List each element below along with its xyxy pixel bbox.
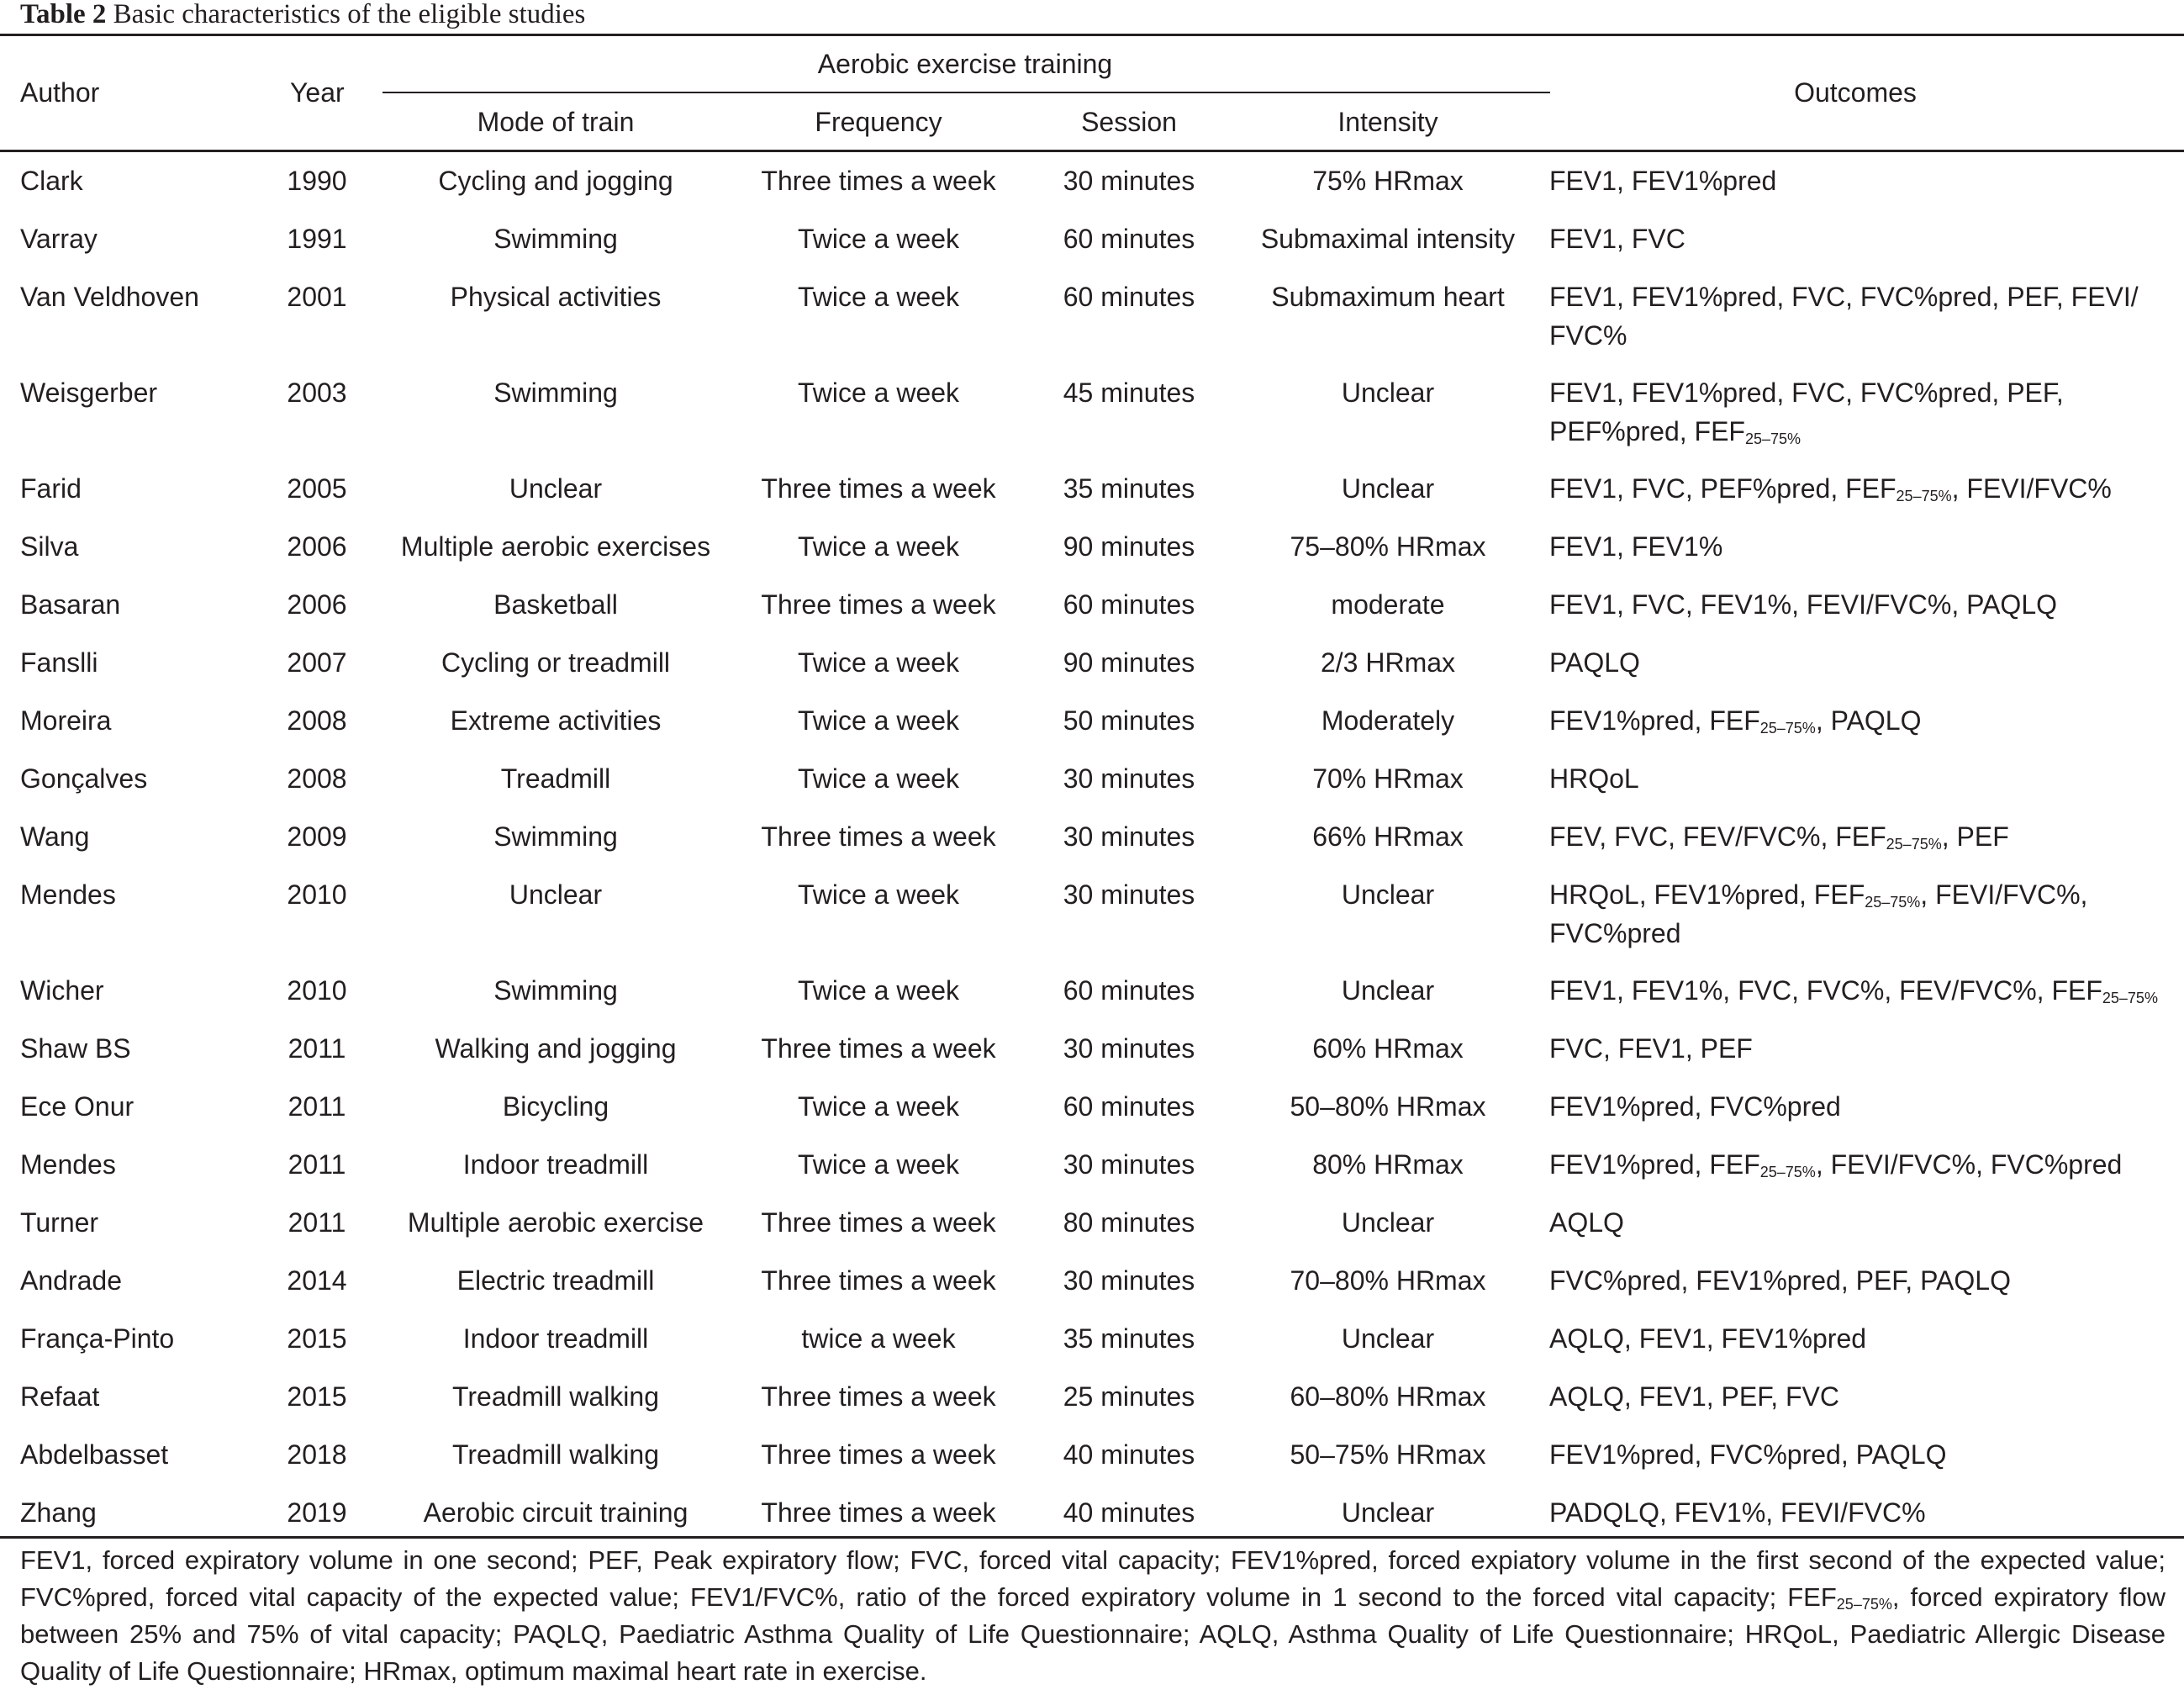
cell-intensity: Unclear — [1341, 1323, 1435, 1354]
cell-mode: Bicycling — [502, 1091, 609, 1122]
cell-frequency: Three times a week — [761, 1497, 996, 1528]
cell-mode: Electric treadmill — [456, 1265, 655, 1296]
cell-intensity: 75–80% HRmax — [1290, 531, 1486, 562]
cell-intensity: Unclear — [1341, 1207, 1435, 1238]
cell-author: Zhang — [20, 1497, 97, 1528]
header-author: Author — [20, 77, 100, 108]
cell-author: Silva — [20, 531, 79, 562]
cell-session: 60 minutes — [1063, 224, 1195, 254]
cell-author: Varray — [20, 224, 98, 254]
cell-mode: Indoor treadmill — [462, 1149, 649, 1180]
cell-session: 60 minutes — [1063, 1091, 1195, 1122]
cell-outcomes: FEV1, FVC — [1549, 224, 1685, 254]
cell-session: 30 minutes — [1063, 1033, 1195, 1064]
cell-author: Abdelbasset — [20, 1439, 169, 1470]
cell-session: 60 minutes — [1063, 975, 1195, 1006]
cell-year: 1990 — [287, 166, 347, 196]
cell-outcomes: FEV1, FEV1%pred — [1549, 166, 1777, 196]
cell-author: Gonçalves — [20, 763, 148, 794]
cell-session: 30 minutes — [1063, 1265, 1195, 1296]
cell-session: 30 minutes — [1063, 879, 1195, 910]
cell-year: 2015 — [287, 1381, 347, 1412]
cell-intensity: 70% HRmax — [1312, 763, 1464, 794]
cell-outcomes: AQLQ — [1549, 1207, 1624, 1238]
header-intensity: Intensity — [1337, 107, 1438, 137]
cell-mode: Cycling or treadmill — [440, 647, 671, 678]
cell-year: 2011 — [288, 1207, 346, 1238]
cell-author: Mendes — [20, 879, 116, 910]
cell-mode: Treadmill walking — [452, 1381, 659, 1412]
cell-session: 40 minutes — [1063, 1497, 1195, 1528]
cell-author: França-Pinto — [20, 1323, 175, 1354]
cell-intensity: 66% HRmax — [1312, 821, 1464, 852]
cell-intensity: 50–75% HRmax — [1290, 1439, 1486, 1470]
cell-mode: Extreme activities — [450, 705, 662, 736]
cell-intensity: 50–80% HRmax — [1290, 1091, 1486, 1122]
cell-mode: Basketball — [493, 589, 618, 620]
cell-mode: Treadmill walking — [452, 1439, 659, 1470]
cell-mode: Aerobic circuit training — [423, 1497, 688, 1528]
cell-author: Clark — [20, 166, 83, 196]
cell-mode: Multiple aerobic exercise — [407, 1207, 704, 1238]
cell-outcomes: PADQLQ, FEV1%, FEVI/FVC% — [1549, 1497, 1926, 1528]
cell-intensity: moderate — [1331, 589, 1445, 620]
cell-year: 2015 — [287, 1323, 347, 1354]
cell-frequency: Three times a week — [761, 1265, 996, 1296]
cell-frequency: Three times a week — [761, 589, 996, 620]
header-outcomes: Outcomes — [1794, 77, 1917, 108]
top-rule — [0, 34, 2184, 36]
cell-intensity: Unclear — [1341, 975, 1435, 1006]
cell-outcomes: FVC, FEV1, PEF — [1549, 1033, 1753, 1064]
footnote-text: FEV1, forced expiratory volume in one second; PEF, Peak expiratory flow; FVC, forced vital capacity; FEV1%pred, forced expiatory volume in the first second of the expected value; FVC%pred, forced vital capacity of the expected value; FEV1/FVC%, ratio of the forced expiratory volume in 1 second to the forced vital capacity; $FEF_{25-75\%}$, forced expiratory flow between 25% and 75% of vital capacity; PAQLQ, Paediatric Asthma Quality of Life Questionnaire; AQLQ, Asthma Quality of Life Questionnaire; HRQoL, Paediatric Allergic Disease Quality of Life Questionnaire; HRmax, optimum maximal heart rate in exercise. — [20, 1545, 2166, 1686]
cell-session: 40 minutes — [1063, 1439, 1195, 1470]
cell-intensity: 2/3 HRmax — [1320, 647, 1456, 678]
table-caption-text: Basic characteristics of the eligible studies — [113, 0, 586, 29]
cell-outcomes: FEV1, FVC, FEV1%, FEVI/FVC%, PAQLQ — [1549, 589, 2057, 620]
table-caption-label: Table 2 — [20, 0, 107, 29]
cell-mode: Unclear — [509, 473, 603, 504]
cell-session: 60 minutes — [1063, 282, 1195, 312]
cell-year: 2006 — [287, 589, 347, 620]
bottom-rule — [0, 1536, 2184, 1539]
cell-year: 2010 — [287, 975, 347, 1006]
cell-mode: Unclear — [509, 879, 603, 910]
cell-year: 2014 — [287, 1265, 347, 1296]
cell-session: 50 minutes — [1063, 705, 1195, 736]
cell-session: 45 minutes — [1063, 378, 1195, 408]
cell-author: Wang — [20, 821, 90, 852]
cell-session: 90 minutes — [1063, 531, 1195, 562]
cell-frequency: Twice a week — [797, 879, 960, 910]
cell-frequency: Twice a week — [797, 531, 960, 562]
cell-session: 60 minutes — [1063, 589, 1195, 620]
cell-outcomes: FVC%pred, FEV1%pred, PEF, PAQLQ — [1549, 1265, 2011, 1296]
cell-session: 30 minutes — [1063, 1149, 1195, 1180]
cell-session: 30 minutes — [1063, 166, 1195, 196]
header-session: Session — [1081, 107, 1177, 137]
table-footnote — [20, 1542, 2166, 1690]
cell-frequency: Three times a week — [761, 1381, 996, 1412]
header-rule — [0, 150, 2184, 152]
cell-year: 2011 — [288, 1033, 346, 1064]
cell-year: 2019 — [287, 1497, 347, 1528]
table-caption — [20, 0, 585, 32]
cell-outcomes: FEV1%pred, $FEF_{25-75\%}$, PAQLQ — [1549, 705, 1922, 737]
cell-intensity: Unclear — [1341, 1497, 1435, 1528]
cell-intensity: Submaximum heart — [1271, 282, 1505, 312]
cell-author: Mendes — [20, 1149, 116, 1180]
cell-session: 25 minutes — [1063, 1381, 1195, 1412]
cell-session: 30 minutes — [1063, 763, 1195, 794]
cell-frequency: Twice a week — [797, 705, 960, 736]
cell-author: Weisgerber — [20, 378, 158, 408]
cell-author: Fanslli — [20, 647, 98, 678]
cell-session: 35 minutes — [1063, 1323, 1195, 1354]
header-frequency: Frequency — [815, 107, 942, 137]
cell-year: 1991 — [287, 224, 347, 254]
cell-frequency: Three times a week — [761, 821, 996, 852]
cell-mode: Physical activities — [450, 282, 662, 312]
cell-outcomes: HRQoL, FEV1%pred, $FEF_{25-75\%}$, FEVI/FVC%, FVC%pred — [1549, 879, 2088, 948]
cell-intensity: Unclear — [1341, 879, 1435, 910]
cell-year: 2006 — [287, 531, 347, 562]
cell-author: Andrade — [20, 1265, 122, 1296]
cell-frequency: Twice a week — [797, 378, 960, 408]
cell-author: Basaran — [20, 589, 121, 620]
cell-author: Ece Onur — [20, 1091, 135, 1122]
cell-mode: Swimming — [493, 378, 618, 408]
cell-session: 90 minutes — [1063, 647, 1195, 678]
cell-intensity: 60% HRmax — [1312, 1033, 1464, 1064]
cell-year: 2005 — [287, 473, 347, 504]
group-header-rule — [382, 92, 1550, 93]
cell-frequency: Three times a week — [761, 166, 996, 196]
cell-frequency: Twice a week — [797, 282, 960, 312]
cell-frequency: twice a week — [801, 1323, 956, 1354]
cell-author: Refaat — [20, 1381, 100, 1412]
cell-intensity: 60–80% HRmax — [1290, 1381, 1486, 1412]
cell-frequency: Twice a week — [797, 1149, 960, 1180]
cell-mode: Swimming — [493, 975, 618, 1006]
cell-year: 2018 — [287, 1439, 347, 1470]
cell-author: Farid — [20, 473, 82, 504]
cell-mode: Swimming — [493, 821, 618, 852]
cell-intensity: Unclear — [1341, 378, 1435, 408]
cell-mode: Swimming — [493, 224, 618, 254]
cell-intensity: Unclear — [1341, 473, 1435, 504]
cell-author: Turner — [20, 1207, 99, 1238]
cell-outcomes: AQLQ, FEV1, PEF, FVC — [1549, 1381, 1839, 1412]
header-mode-of-train: Mode of train — [477, 107, 635, 137]
cell-intensity: 80% HRmax — [1312, 1149, 1464, 1180]
cell-outcomes: HRQoL — [1549, 763, 1639, 794]
cell-author: Van Veldhoven — [20, 282, 199, 312]
cell-year: 2008 — [287, 763, 347, 794]
cell-mode: Treadmill — [500, 763, 611, 794]
header-aerobic-exercise-training: Aerobic exercise training — [817, 49, 1113, 79]
cell-author: Wicher — [20, 975, 104, 1006]
cell-outcomes: FEV1%pred, FVC%pred — [1549, 1091, 1841, 1122]
cell-mode: Indoor treadmill — [462, 1323, 649, 1354]
cell-outcomes: FEV1%pred, $FEF_{25-75\%}$, FEVI/FVC%, FVC%pred — [1549, 1149, 2123, 1180]
cell-session: 80 minutes — [1063, 1207, 1195, 1238]
cell-intensity: Moderately — [1321, 705, 1455, 736]
cell-year: 2009 — [287, 821, 347, 852]
cell-session: 30 minutes — [1063, 821, 1195, 852]
cell-outcomes: FEV1, FEV1%pred, FVC, FVC%pred, PEF, FEVI/ FVC% — [1549, 282, 2139, 351]
cell-outcomes: PAQLQ — [1549, 647, 1640, 678]
cell-frequency: Twice a week — [797, 224, 960, 254]
cell-mode: Multiple aerobic exercises — [400, 531, 711, 562]
cell-outcomes: FEV1, FEV1% — [1549, 531, 1723, 562]
cell-outcomes: FEV1, FVC, PEF%pred, $FEF_{25-75\%}$, FEVI/FVC% — [1549, 473, 2112, 504]
cell-year: 2003 — [287, 378, 347, 408]
cell-frequency: Twice a week — [797, 975, 960, 1006]
cell-frequency: Twice a week — [797, 763, 960, 794]
cell-mode: Walking and jogging — [435, 1033, 677, 1064]
cell-frequency: Three times a week — [761, 473, 996, 504]
cell-session: 35 minutes — [1063, 473, 1195, 504]
cell-frequency: Three times a week — [761, 1439, 996, 1470]
cell-year: 2008 — [287, 705, 347, 736]
cell-frequency: Three times a week — [761, 1033, 996, 1064]
cell-year: 2011 — [288, 1091, 346, 1122]
cell-frequency: Twice a week — [797, 647, 960, 678]
cell-outcomes: FEV, FVC, FEV/FVC%, $FEF_{25-75\%}$, PEF — [1549, 821, 2009, 853]
cell-year: 2011 — [288, 1149, 346, 1180]
cell-outcomes: FEV1, FEV1%pred, FVC, FVC%pred, PEF, PEF%pred, $FEF_{25-75\%}$ — [1549, 378, 2064, 447]
cell-year: 2010 — [287, 879, 347, 910]
cell-year: 2001 — [287, 282, 347, 312]
cell-author: Shaw BS — [20, 1033, 131, 1064]
cell-intensity: 75% HRmax — [1312, 166, 1464, 196]
cell-intensity: 70–80% HRmax — [1290, 1265, 1486, 1296]
cell-author: Moreira — [20, 705, 112, 736]
cell-frequency: Three times a week — [761, 1207, 996, 1238]
header-year: Year — [290, 77, 345, 108]
cell-frequency: Twice a week — [797, 1091, 960, 1122]
cell-intensity: Submaximal intensity — [1260, 224, 1516, 254]
cell-year: 2007 — [287, 647, 347, 678]
cell-outcomes: FEV1, FEV1%, FVC, FVC%, FEV/FVC%, $FEF_{25-75\%}$ — [1549, 975, 2158, 1006]
cell-outcomes: AQLQ, FEV1, FEV1%pred — [1549, 1323, 1867, 1354]
cell-mode: Cycling and jogging — [438, 166, 673, 196]
cell-outcomes: FEV1%pred, FVC%pred, PAQLQ — [1549, 1439, 1947, 1470]
